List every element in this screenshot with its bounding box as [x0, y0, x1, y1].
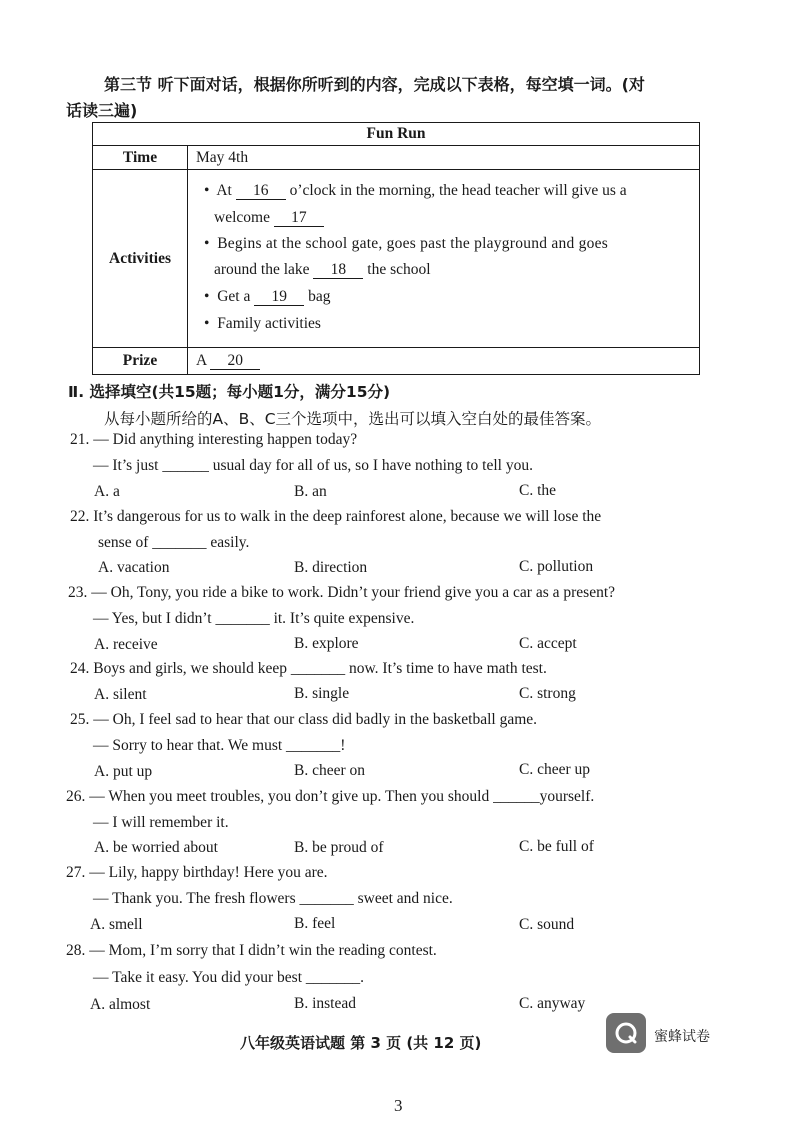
- q27-line2: — Thank you. The fresh flowers _______ sweet and nice.: [93, 890, 453, 907]
- q24-line1: 24. Boys and girls, we should keep _______ now. It’s time to have math test.: [70, 660, 547, 677]
- q25-line1: 25. — Oh, I feel sad to hear that our class did badly in the basketball game.: [70, 711, 538, 728]
- time-value: May 4th: [196, 149, 249, 166]
- activity-3: [204, 288, 330, 306]
- q28-option-a: A. almost: [90, 996, 151, 1013]
- q28-option-b: B. instead: [294, 995, 356, 1012]
- q26-line2: — I will remember it.: [93, 814, 229, 831]
- blank-19: 19: [254, 289, 304, 306]
- activity-1-text-c: welcome: [214, 209, 270, 226]
- q23-line1: 23. — Oh, Tony, you ride a bike to work. Didn’t your friend give you a car as a present?: [68, 584, 616, 601]
- q21-line1: 21. — Did anything interesting happen today?: [70, 431, 358, 448]
- q23-line2: — Yes, but I didn’t _______ it. It’s quite expensive.: [93, 610, 415, 627]
- bullet: •: [204, 182, 210, 199]
- activity-3-text-b: bag: [308, 288, 331, 305]
- q24-option-b: B. single: [294, 685, 350, 702]
- bee-logo-icon: [606, 1013, 646, 1053]
- activity-1-line2: [214, 209, 324, 227]
- section-3-instruction-line2: 话读三遍): [66, 101, 138, 120]
- q22-option-a: A. vacation: [98, 559, 170, 576]
- q26-option-c: C. be full of: [519, 838, 594, 855]
- q25-option-b: B. cheer on: [294, 762, 366, 779]
- table-row-prize: [93, 348, 699, 374]
- activity-1-text-a: At: [216, 182, 232, 199]
- section-3-instruction-line1: 第三节 听下面对话，根据你所听到的内容，完成以下表格，每空填一词。(对: [104, 75, 645, 94]
- activity-1-line1: [204, 182, 627, 200]
- blank-20: 20: [210, 353, 260, 370]
- q21-line2: — It’s just ______ usual day for all of us, so I have nothing to tell you.: [93, 457, 533, 474]
- logo-text: 蜜蜂试卷: [654, 1029, 710, 1045]
- q27-option-a: A. smell: [90, 916, 143, 933]
- q28-line1: 28. — Mom, I’m sorry that I didn’t win the reading contest.: [66, 942, 437, 959]
- q26-option-b: B. be proud of: [294, 839, 384, 856]
- blank-17: 17: [274, 210, 324, 227]
- part-2-heading: Ⅱ. 选择填空(共15题；每小题1分，满分15分): [68, 383, 391, 401]
- q26-option-a: A. be worried about: [94, 839, 218, 856]
- q27-option-c: C. sound: [519, 916, 575, 933]
- q22-line1: 22. It’s dangerous for us to walk in the deep rainforest alone, because we will lose the: [70, 508, 602, 525]
- activity-1-text-b: o’clock in the morning, the head teacher will give us a: [289, 182, 627, 199]
- activity-4-text: Family activities: [217, 315, 321, 332]
- prize-cell: [196, 348, 693, 374]
- q27-line1: 27. — Lily, happy birthday! Here you are.: [66, 864, 328, 881]
- q26-line1: 26. — When you meet troubles, you don’t give up. Then you should ______yourself.: [66, 788, 595, 805]
- q23-option-c: C. accept: [519, 635, 577, 652]
- activity-3-text-a: Get a: [217, 288, 251, 305]
- blank-16: 16: [236, 183, 286, 200]
- table-row-activities: [93, 170, 699, 348]
- q21-option-c: C. the: [519, 482, 557, 499]
- page-number: 3: [394, 1096, 403, 1115]
- q22-option-c: C. pollution: [519, 558, 594, 575]
- prize-label: Prize: [93, 348, 188, 374]
- q25-line2: — Sorry to hear that. We must _______!: [93, 737, 346, 754]
- q24-option-a: A. silent: [94, 686, 147, 703]
- q23-option-b: B. explore: [294, 635, 359, 652]
- q25-option-a: A. put up: [94, 763, 153, 780]
- q25-option-c: C. cheer up: [519, 761, 591, 778]
- part-2-instruction: 从每小题所给的A、B、C三个选项中，选出可以填入空白处的最佳答案。: [104, 410, 602, 428]
- activity-2-text-c: the school: [367, 261, 431, 278]
- activity-4: [204, 315, 321, 333]
- bullet: •: [204, 235, 210, 252]
- q28-option-c: C. anyway: [519, 995, 586, 1012]
- fun-run-table: [92, 122, 700, 375]
- activity-2-text-a: Begins at the school gate, goes past the playground and goes: [217, 235, 608, 252]
- q28-line2: — Take it easy. You did your best _______.: [93, 969, 365, 986]
- q27-option-b: B. feel: [294, 915, 336, 932]
- prize-text: A: [196, 352, 207, 369]
- q21-option-b: B. an: [294, 483, 327, 500]
- activity-2-text-b: around the lake: [214, 261, 310, 278]
- logo-mark-icon: [612, 1019, 640, 1047]
- activities-label: Activities: [93, 170, 188, 347]
- table-title: Fun Run: [93, 123, 699, 146]
- activities-cell: [196, 170, 693, 347]
- q22-line2: sense of _______ easily.: [98, 534, 250, 551]
- blank-18: 18: [313, 262, 363, 279]
- activity-2-line1: [204, 235, 608, 253]
- bullet: •: [204, 288, 210, 305]
- page-footer: 八年级英语试题 第 3 页 (共 12 页): [240, 1034, 482, 1052]
- q22-option-b: B. direction: [294, 559, 368, 576]
- q23-option-a: A. receive: [94, 636, 158, 653]
- q24-option-c: C. strong: [519, 685, 576, 702]
- time-label: Time: [93, 146, 188, 169]
- q21-option-a: A. a: [94, 483, 120, 500]
- activity-2-line2: [214, 261, 431, 279]
- table-row-time: [93, 146, 699, 170]
- bullet: •: [204, 315, 210, 332]
